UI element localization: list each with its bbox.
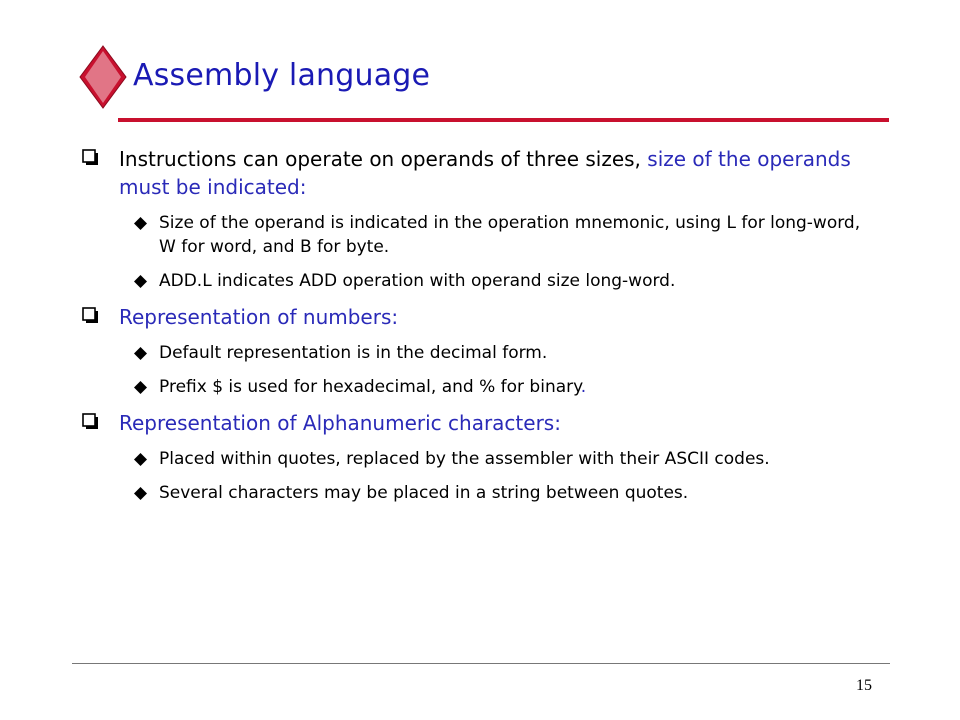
title-divider (118, 118, 889, 122)
footer-divider (72, 663, 890, 664)
checkbox-bullet-icon (82, 307, 99, 324)
sub-bullet-decimal-default (82, 341, 882, 365)
bullet-instruction-sizes (82, 145, 882, 201)
sub-bullet-string (82, 481, 882, 505)
page-number: 15 (856, 677, 872, 694)
sub-bullet-prefix (82, 375, 882, 399)
sub-bullet-text: Placed within quotes, replaced by the assembler with their ASCII codes. (159, 449, 770, 469)
bullet-text: Representation of numbers: (119, 305, 399, 329)
sub-bullet-operand-size (82, 211, 882, 259)
bullet-text: Instructions can operate on operands of three sizes, (119, 147, 648, 171)
diamond-bullet-icon (134, 347, 147, 360)
sub-bullet-text: Size of the operand is indicated in the operation mnemonic, using L for long-word, W for word, and B for byte. (159, 213, 861, 257)
diamond-bullet-icon (134, 487, 147, 500)
checkbox-bullet-icon (82, 149, 99, 166)
bullet-text: Representation of Alphanumeric characters: (119, 411, 561, 435)
diamond-bullet-icon (134, 453, 147, 466)
sub-bullet-period: . (580, 377, 587, 397)
sub-bullet-quotes (82, 447, 882, 471)
bullet-highlight-text: size of the operands must be indicated: (119, 147, 851, 199)
sub-bullet-text: Several characters may be placed in a string between quotes. (159, 483, 689, 503)
diamond-bullet-icon (134, 217, 147, 230)
diamond-bullet-icon (134, 275, 147, 288)
sub-bullet-text: ADD.L indicates ADD operation with operand size long-word. (159, 271, 676, 291)
sub-bullet-add-l (82, 269, 882, 293)
bullet-alphanumeric (82, 409, 882, 437)
sub-bullet-text: Default representation is in the decimal form. (159, 343, 548, 363)
page-title: Assembly language (133, 58, 431, 93)
checkbox-bullet-icon (82, 413, 99, 430)
sub-bullet-text: Prefix $ is used for hexadecimal, and % for binary (159, 377, 581, 397)
bullet-number-representation (82, 303, 882, 331)
diamond-logo-icon (78, 44, 128, 110)
diamond-bullet-icon (134, 381, 147, 394)
slide-content (82, 145, 882, 515)
